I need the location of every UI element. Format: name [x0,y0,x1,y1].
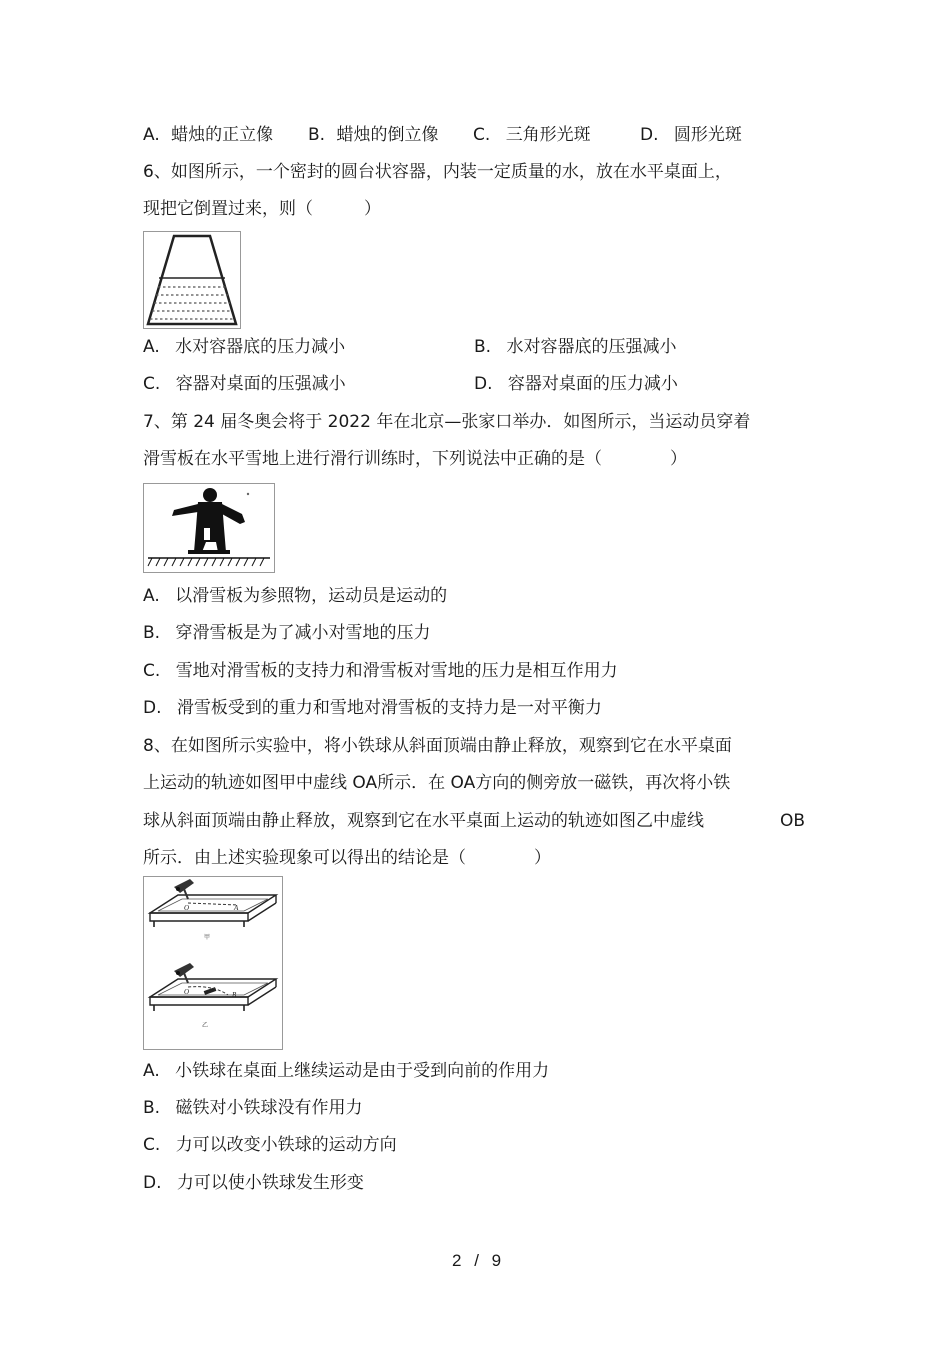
option-letter: B. [143,1098,161,1118]
option-text: 小铁球在桌面上继续运动是由于受到向前的作用力 [175,1061,550,1081]
option-text: 容器对桌面的压强减小 [175,374,346,394]
option-text: 滑雪板受到的重力和雪地对滑雪板的支持力是一对平衡力 [176,698,602,718]
q8-option-a [143,1063,549,1080]
option-text: 力可以使小铁球发生形变 [176,1173,364,1193]
option-letter: A. [143,1061,160,1081]
q6-option-d [474,376,678,393]
snowboarder-figure [143,483,275,573]
iron-ball-experiment-figure [143,876,283,1050]
q7-stem-line1: 7、第 24 届冬奥会将于 2022 年在北京—张家口举办．如图所示，当运动员穿着 [143,412,751,432]
figure-label-o1: O [184,904,190,912]
option-letter: B. [308,125,326,145]
option-text: 蜡烛的正立像 [171,125,274,145]
option-text: 以滑雪板为参照物，运动员是运动的 [175,586,448,606]
q8-stem-line4: 所示．由上述实验现象可以得出的结论是（ ） [143,848,551,868]
option-text: 力可以改变小铁球的运动方向 [175,1135,397,1155]
figure-label-o2: O [184,988,190,996]
figure-label-yi: 乙 [202,1022,209,1029]
option-text: 容器对桌面的压力减小 [507,374,678,394]
q7-option-a [143,588,447,605]
frustum-container-figure [143,231,241,329]
q5-option-a [143,127,273,144]
q8-stem-line3: 球从斜面顶端由静止释放，观察到它在水平桌面上运动的轨迹如图乙中虚线 [143,811,704,831]
q8-option-d [143,1175,364,1192]
q7-stem-line2: 滑雪板在水平雪地上进行滑行训练时，下列说法中正确的是（ ） [143,449,687,469]
option-letter: D. [474,374,493,394]
option-letter: A. [143,337,160,357]
page-separator: / [474,1251,479,1270]
option-text: 雪地对滑雪板的支持力和滑雪板对雪地的压力是相互作用力 [175,661,618,681]
option-text: 蜡烛的倒立像 [336,125,439,145]
option-letter: D. [143,1173,162,1193]
q5-option-b [308,127,438,144]
q6-stem-line2: 现把它倒置过来，则（ ） [143,199,381,219]
q8-stem-line3-tail: OB [780,811,806,831]
option-text: 三角形光斑 [505,125,591,145]
option-letter: A. [143,586,160,606]
option-letter: C. [143,374,161,394]
q5-option-c [473,127,591,144]
option-letter: B. [143,623,161,643]
q6-option-b [474,339,676,356]
option-letter: B. [474,337,492,357]
option-text: 穿滑雪板是为了减小对雪地的压力 [175,623,431,643]
q8-option-c [143,1137,397,1154]
q7-option-b [143,625,430,642]
figure-label-b: B [232,991,237,999]
q8-option-b [143,1100,362,1117]
page-current: 2 [452,1251,462,1270]
q6-option-a [143,339,345,356]
page-number [452,1252,501,1269]
option-text: 圆形光斑 [673,125,742,145]
option-letter: C. [473,125,491,145]
q6-option-c [143,376,346,393]
option-text: 水对容器底的压强减小 [506,337,677,357]
option-letter: D. [143,698,162,718]
figure-label-jia: 甲 [204,934,211,941]
option-letter: C. [143,1135,161,1155]
q7-option-d [143,700,602,717]
page-total: 9 [491,1251,502,1270]
option-letter: C. [143,661,161,681]
q5-option-d [640,127,742,144]
option-letter: D. [640,125,659,145]
q8-stem-line2: 上运动的轨迹如图甲中虚线 OA所示．在 OA方向的侧旁放一磁铁，再次将小铁 [143,773,731,793]
q7-option-c [143,663,618,680]
figure-label-a: A [234,904,239,912]
option-letter: A. [143,125,160,145]
option-text: 水对容器底的压力减小 [175,337,346,357]
q8-stem-line1: 8、在如图所示实验中，将小铁球从斜面顶端由静止释放，观察到它在水平桌面 [143,736,732,756]
q6-stem-line1: 6、如图所示，一个密封的圆台状容器，内装一定质量的水，放在水平桌面上， [143,162,732,182]
option-text: 磁铁对小铁球没有作用力 [175,1098,363,1118]
